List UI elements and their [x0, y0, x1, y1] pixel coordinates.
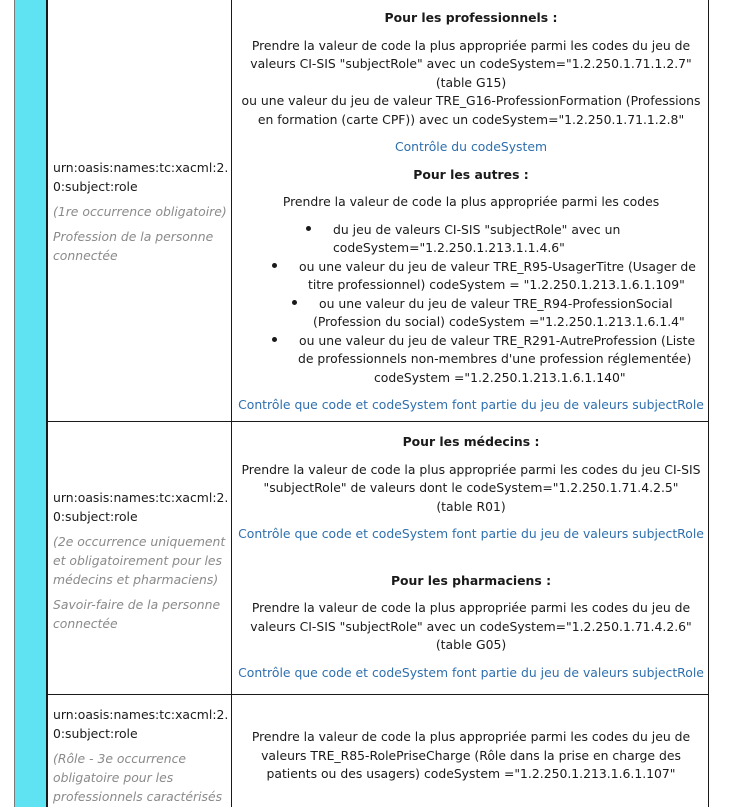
row3-attribute-cell [53, 705, 228, 812]
list-item: du jeu de valeurs CI-SIS "subjectRole" avec un codeSystem="1.2.250.1.213.1.1.4.6" [236, 221, 706, 258]
bullet-icon [272, 263, 277, 268]
row2-value-cell [236, 433, 706, 682]
row1-attribute-name: urn:oasis:names:tc:xacml:2. 0:subject:role [53, 160, 229, 194]
list-item: ou une valeur du jeu de valeur TRE_R94-ProfessionSocial (Profession du social) codeSystem ="1.2.250.1.213.1.6.1.4" [236, 295, 706, 332]
list-item: ou une valeur du jeu de valeur TRE_R95-UsagerTitre (Usager de titre professionnel) codeSystem = "1.2.250.1.213.1.6.1.109" [236, 258, 706, 295]
row1-value-cell [236, 9, 706, 415]
row2-med-heading: Pour les médecins : [402, 434, 540, 449]
table-column-divider [231, 0, 232, 807]
row1-code-list [236, 221, 706, 388]
row2-pharma-control: Contrôle que code et codeSystem font partie du jeu de valeurs subjectRole [238, 664, 704, 680]
row2-attribute-name: urn:oasis:names:tc:xacml:2. 0:subject:role [53, 490, 229, 524]
row3-text: Prendre la valeur de code la plus appropriée parmi les codes du jeu de valeurs TRE_R85-RolePriseCharge (Rôle dans la prise en charge des patients ou des usagers) codeSystem ="1.2.250.1.213.1.6.1.107" [251, 729, 691, 781]
row1-pro-control: Contrôle du codeSystem [394, 139, 548, 154]
row3-occurrence-note: (Rôle - 3e occurrence obligatoire pour les professionnels caractérisés [53, 751, 223, 804]
bullet-icon [306, 226, 311, 231]
row1-pro-text: Prendre la valeur de code la plus appropriée parmi les codes du jeu de valeurs CI-SIS "subjectRole" avec un codeSystem="1.2.250.1.71.1.2.7" (table G15) ou une valeur du jeu de valeur TRE_G16-ProfessionFormation (Professions en formation (carte CPF)) avec un codeSystem="1.2.250.1.71.1.2.8" [241, 37, 701, 127]
bullet-icon [272, 337, 277, 342]
row2-pharma-text: Prendre la valeur de code la plus appropriée parmi les codes du jeu de valeurs CI-SIS "subjectRole" avec un codeSystem="1.2.250.1.71.4.2.6" (table G05) [250, 600, 692, 652]
row1-occurrence-note: (1re occurrence obligatoire) [53, 204, 227, 219]
row2-med-control: Contrôle que code et codeSystem font partie du jeu de valeurs subjectRole [238, 526, 704, 541]
page-margin [0, 0, 14, 807]
row2-attribute-cell [53, 488, 228, 639]
row2-occurrence-note: (2e occurrence uniquement et obligatoirement pour les médecins et pharmaciens) [53, 534, 226, 587]
row-divider-2 [46, 694, 709, 695]
row3-value-cell [236, 728, 706, 784]
row1-attribute-cell [53, 158, 228, 271]
row1-pro-heading: Pour les professionnels : [384, 10, 558, 25]
list-item: ou une valeur du jeu de valeur TRE_R291-AutreProfession (Liste de professionnels non-membres d'une profession réglementée) codeSystem ="1.2.250.1.213.1.6.1.140" [236, 332, 706, 388]
row1-description: Profession de la personne connectée [53, 229, 214, 263]
bullet-icon [292, 300, 297, 305]
row-divider-1 [46, 421, 709, 422]
row1-control: Contrôle que code et codeSystem font partie du jeu de valeurs subjectRole [238, 397, 704, 412]
table-border-right [708, 0, 709, 807]
row2-med-text: Prendre la valeur de code la plus appropriée parmi les codes du jeu CI-SIS "subjectRole" de valeurs dont le codeSystem="1.2.250.1.71.4.2.5" (table R01) [241, 461, 701, 514]
table-border-left [46, 0, 47, 807]
row3-attribute-name: urn:oasis:names:tc:xacml:2. 0:subject:role [53, 707, 229, 741]
highlight-column [14, 0, 48, 807]
row2-pharma-heading: Pour les pharmaciens : [390, 572, 552, 588]
row1-other-intro: Prendre la valeur de code la plus appropriée parmi les codes [282, 194, 660, 209]
row1-other-heading: Pour les autres : [413, 166, 529, 182]
row2-description: Savoir-faire de la personne connectée [53, 597, 221, 631]
